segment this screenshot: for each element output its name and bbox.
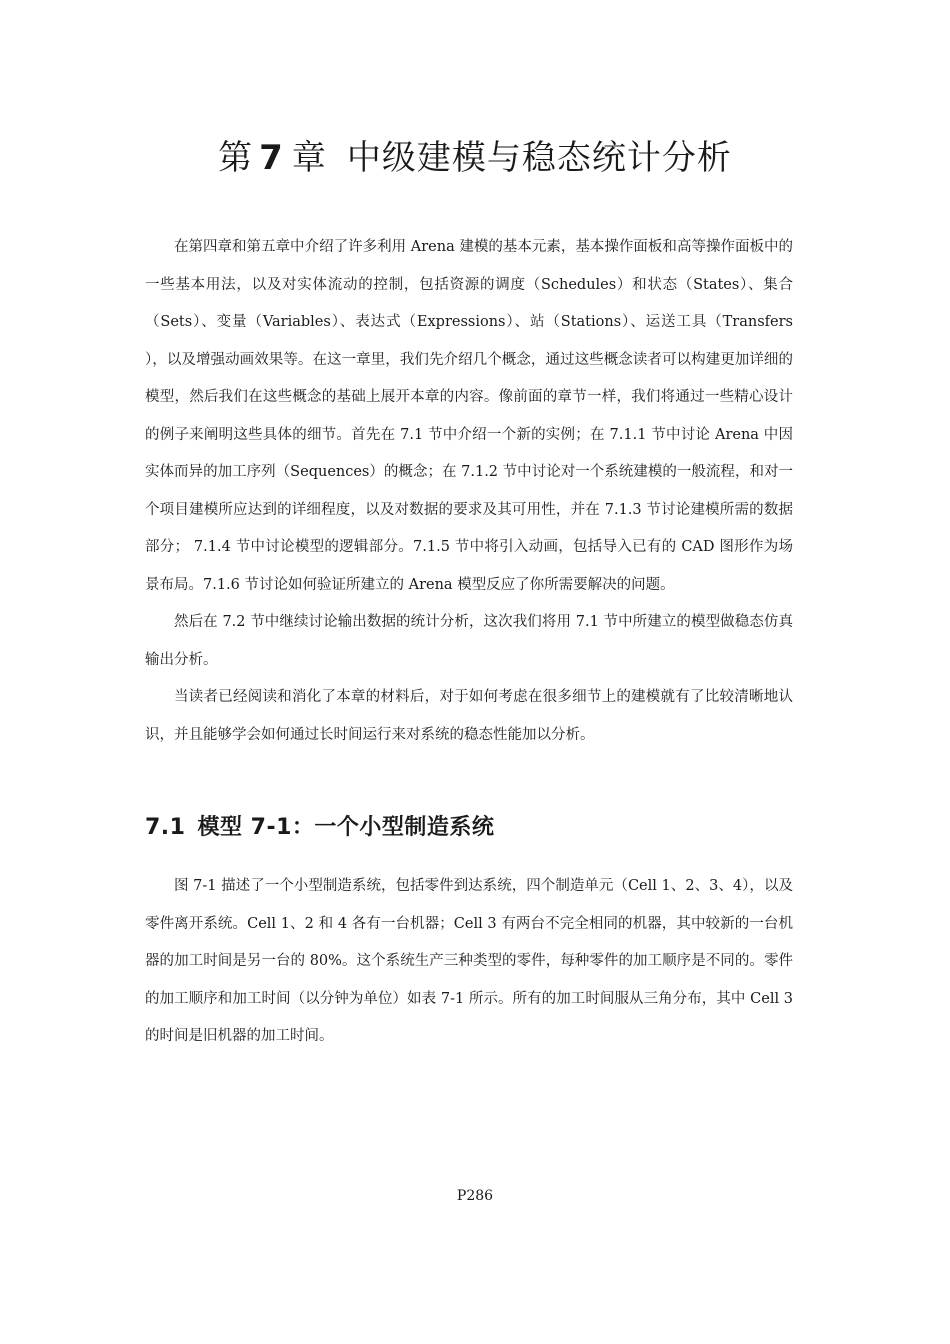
intro-paragraph-2: 然后在 7.2 节中继续讨论输出数据的统计分析，这次我们将用 7.1 节中所建立的模型做稳态仿真输出分析。 — [145, 614, 793, 668]
page-number: P286 — [456, 1188, 494, 1204]
section-number: 7.1 — [145, 815, 186, 840]
chapter-title-text: 中级建模与稳态统计分析 — [346, 138, 732, 178]
intro-paragraph-3: 当读者已经阅读和消化了本章的材料后，对于如何考虑在很多细节上的建模就有了比较清晰地认识，并且能够学会如何通过长时间运行来对系统的稳态性能加以分析。 — [145, 689, 793, 743]
section-paragraph-1: 图 7-1 描述了一个小型制造系统，包括零件到达系统，四个制造单元（Cell 1、2、3、4），以及零件离开系统。Cell 1、2 和 4 各有一台机器；Cell 3 有两台不完全相同的机器，其中较新的一台机器的加工时间是另一台的 80%。这个系统生产三种类型的零件，每种零件的加工顺序是不同的。零件的加工顺序和加工时间（以分钟为单位）如表 7-1 所示。所有的加工时间服从三角分布，其中 Cell 3 的时间是旧机器的加工时间。 — [145, 878, 793, 1044]
section-text — [145, 868, 793, 1056]
section-title-text: 模型 7-1：一个小型制造系统 — [197, 815, 495, 840]
chapter-suffix: 章 — [291, 138, 327, 178]
chapter-title — [0, 132, 950, 184]
section-heading — [145, 808, 494, 848]
chapter-prefix: 第 — [218, 138, 254, 178]
intro-paragraph-1: 在第四章和第五章中介绍了许多利用 Arena 建模的基本元素，基本操作面板和高等操作面板中的一些基本用法，以及对实体流动的控制，包括资源的调度（Schedules）和状态（States）、集合（Sets）、变量（Variables）、表达式（Expressions）、站（Stations）、运送工具（Transfers ），以及增强动画效果等。在这一章里，我们先介绍几个概念，通过这些概念读者可以构建更加详细的模型，然后我们在这些概念的基础上展开本章的内容。像前面的章节一样，我们将通过一些精心设计的例子来阐明这些具体的细节。首先在 7.1 节中介绍一个新的实例；在 7.1.1 节中讨论 Arena 中因实体而异的加工序列（Sequences）的概念；在 7.1.2 节中讨论对一个系统建模的一般流程，和对一个项目建模所应达到的详细程度，以及对数据的要求及其可用性，并在 7.1.3 节讨论建模所需的数据部分； 7.1.4 节中讨论模型的逻辑部分。7.1.5 节中将引入动画，包括导入已有的 CAD 图形作为场景布局。7.1.6 节讨论如何验证所建立的 Arena 模型反应了你所需要解决的问题。 — [145, 239, 793, 593]
intro-text — [145, 229, 793, 754]
chapter-number: 7 — [259, 138, 284, 178]
